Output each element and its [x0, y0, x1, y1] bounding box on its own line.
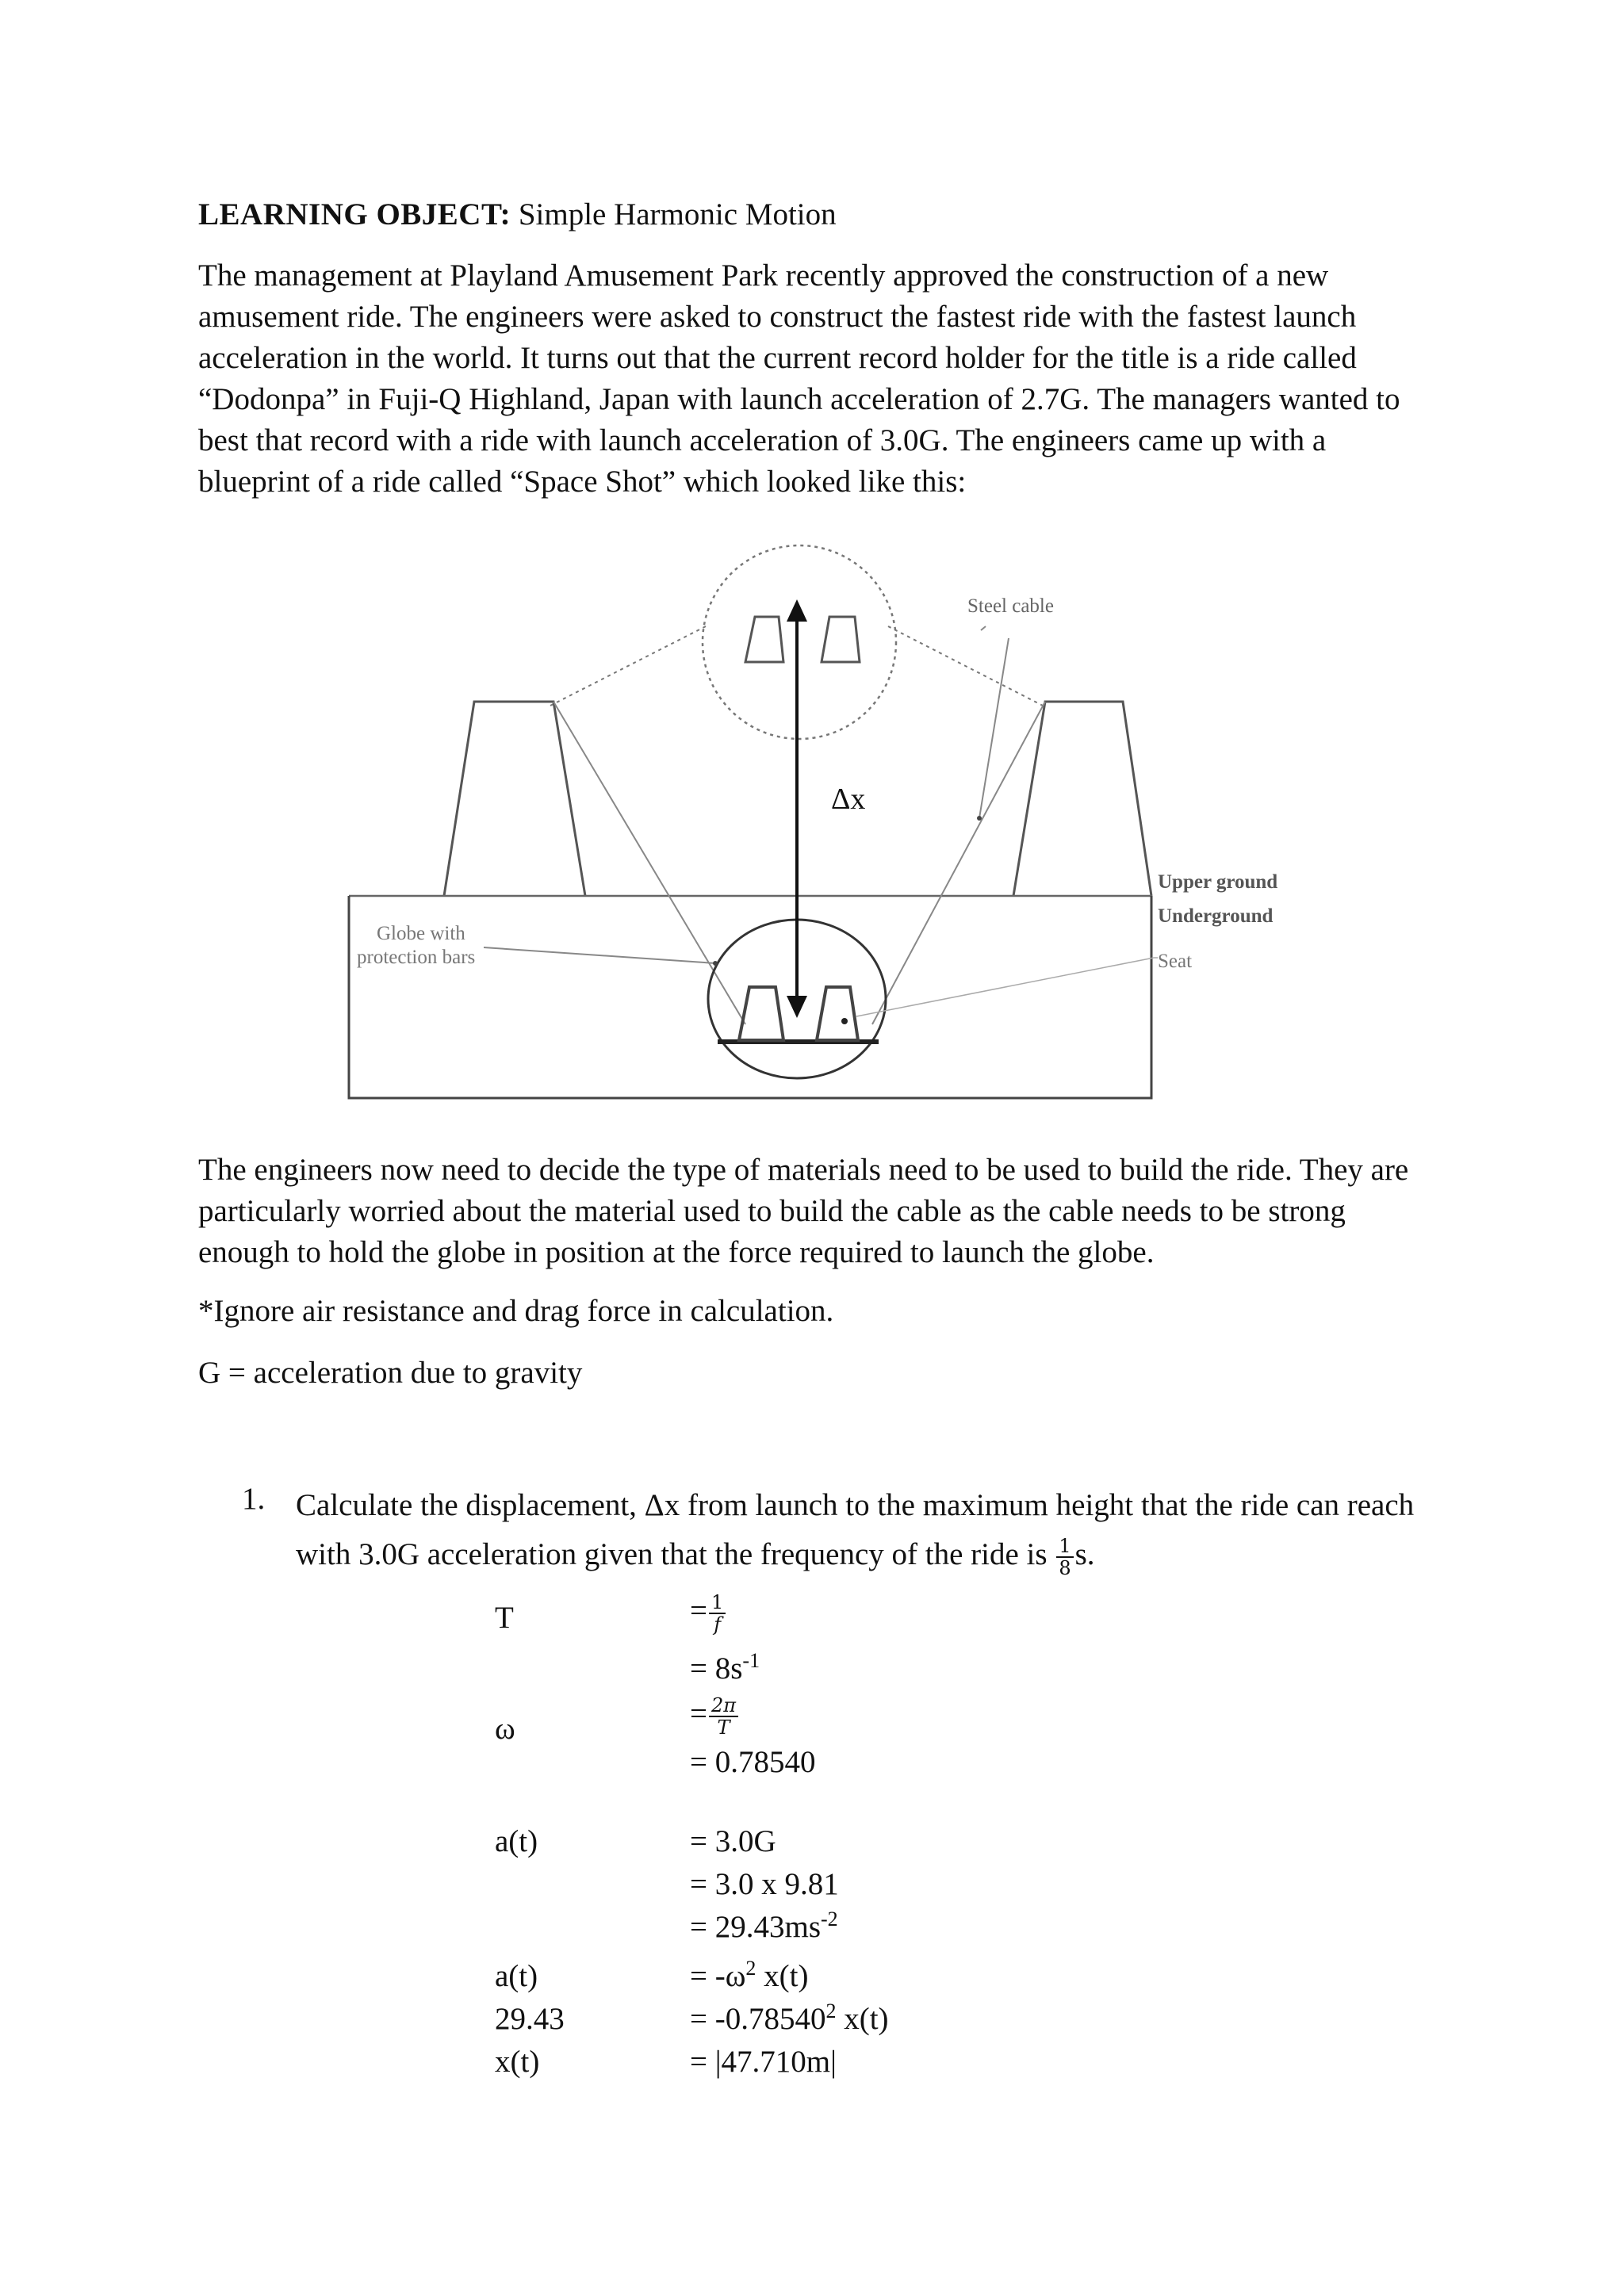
question-text [296, 1481, 1422, 1579]
working-t-lhs: T [495, 1601, 514, 1635]
title-topic: Simple Harmonic Motion [518, 197, 837, 232]
working-t-formula [690, 1592, 727, 1635]
working-x-lhs: x(t) [495, 2045, 540, 2079]
working-a-val2: = 3.0 x 9.81 [690, 1867, 839, 1901]
delta-x-label: Δx [831, 783, 866, 816]
working-x-value: = |47.710m| [690, 2045, 837, 2079]
working-w-den-wrap [709, 1717, 738, 1738]
working-t-fraction [709, 1592, 726, 1635]
upper-seat-left [745, 617, 783, 662]
upper-globe [703, 545, 896, 739]
question-text-after: s. [1074, 1537, 1095, 1571]
question-fraction [1056, 1536, 1073, 1578]
concern-paragraph: The engineers now need to decide the type of materials need to be used to build the ride. They are particularly worried about the material used to build the cable as the cable needs to be strong enough to hold the globe in position at the force required to launch the globe. [198, 1153, 1409, 1269]
working-a2-lhs: a(t) [495, 1959, 538, 1993]
working-t-val-exp: -1 [742, 1649, 760, 1672]
title-label: LEARNING OBJECT: [198, 197, 511, 232]
working-a2-rhs [690, 1958, 808, 1994]
steel-cable-label: Steel cable [967, 595, 1054, 617]
steel-cable-left [553, 702, 745, 1024]
globe-label-line1: Globe with [377, 923, 465, 944]
working-a2-exp: 2 [745, 1957, 756, 1980]
working-omega-lhs: ω [495, 1712, 515, 1746]
working-a-lhs: a(t) [495, 1824, 538, 1858]
working-a2-pre: = -ω [690, 1959, 746, 1993]
underground-box [349, 896, 1151, 1098]
underground-label: Underground [1158, 905, 1274, 927]
working-a-val1: = 3.0G [690, 1824, 776, 1858]
question-frac-num: 1 [1056, 1536, 1073, 1558]
working-t-den [709, 1614, 726, 1635]
working-w-num-wrap [709, 1695, 738, 1717]
working-n-exp: 2 [825, 1999, 837, 2022]
working-w-num: 2π [711, 1694, 737, 1716]
page-title [198, 197, 837, 232]
working-w-den: T [717, 1716, 730, 1739]
working-t-num: 1 [709, 1592, 726, 1614]
working-omega-value: = 0.78540 [690, 1745, 816, 1779]
left-tower [444, 702, 585, 896]
working-w-fraction [709, 1695, 738, 1738]
note-gravity: G = acceleration due to gravity [198, 1356, 583, 1390]
question-number: 1. [242, 1482, 266, 1516]
working-omega-formula [690, 1695, 740, 1738]
working-a-val3-base: = 29.43ms [690, 1910, 822, 1944]
working-t-eq: = [690, 1593, 707, 1628]
lower-seat-left [739, 987, 783, 1040]
working-n-lhs: 29.43 [495, 2002, 565, 2036]
seat-label: Seat [1158, 951, 1193, 972]
working-n-pre: = -0.78540 [690, 2002, 826, 2036]
working-n-post: x(t) [836, 2002, 889, 2036]
upper-seat-right [822, 617, 860, 662]
working-t-den-text: f [714, 1613, 722, 1636]
working-a-val3-exp: -2 [821, 1908, 838, 1931]
globe-label-line2: protection bars [357, 947, 476, 968]
intro-paragraph: The management at Playland Amusement Park recently approved the construction of a new amusement ride. The engineers were asked to construct the fastest ride with the fastest launch acceleration in the world. It turns out that the current record holder for the title is a ride called “Dodonpa” in Fuji-Q Highland, Japan with launch acceleration of 2.7G. The managers wanted to best that record with a ride with launch acceleration of 3.0G. The engineers came up with a blueprint of a ride called “Space Shot” which looked like this: [198, 258, 1400, 499]
working-w-eq: = [690, 1696, 707, 1731]
right-tower [1013, 702, 1151, 896]
question-text-before: Calculate the displacement, Δx from launch to the maximum height that the ride can reach with 3.0G acceleration given that the frequency of the ride is [296, 1488, 1415, 1571]
working-a-val3 [690, 1909, 838, 1945]
space-shot-diagram [333, 539, 1300, 1110]
working-t-value [690, 1651, 760, 1686]
working-t-val-base: = 8s [690, 1651, 743, 1686]
working-a2-post: x(t) [756, 1959, 809, 1993]
lower-seat-right [817, 987, 858, 1040]
upper-ground-label: Upper ground [1158, 871, 1278, 893]
working-n-rhs [690, 2001, 889, 2037]
question-frac-den: 8 [1059, 1557, 1071, 1580]
note-air-resistance: *Ignore air resistance and drag force in calculation. [198, 1294, 834, 1328]
